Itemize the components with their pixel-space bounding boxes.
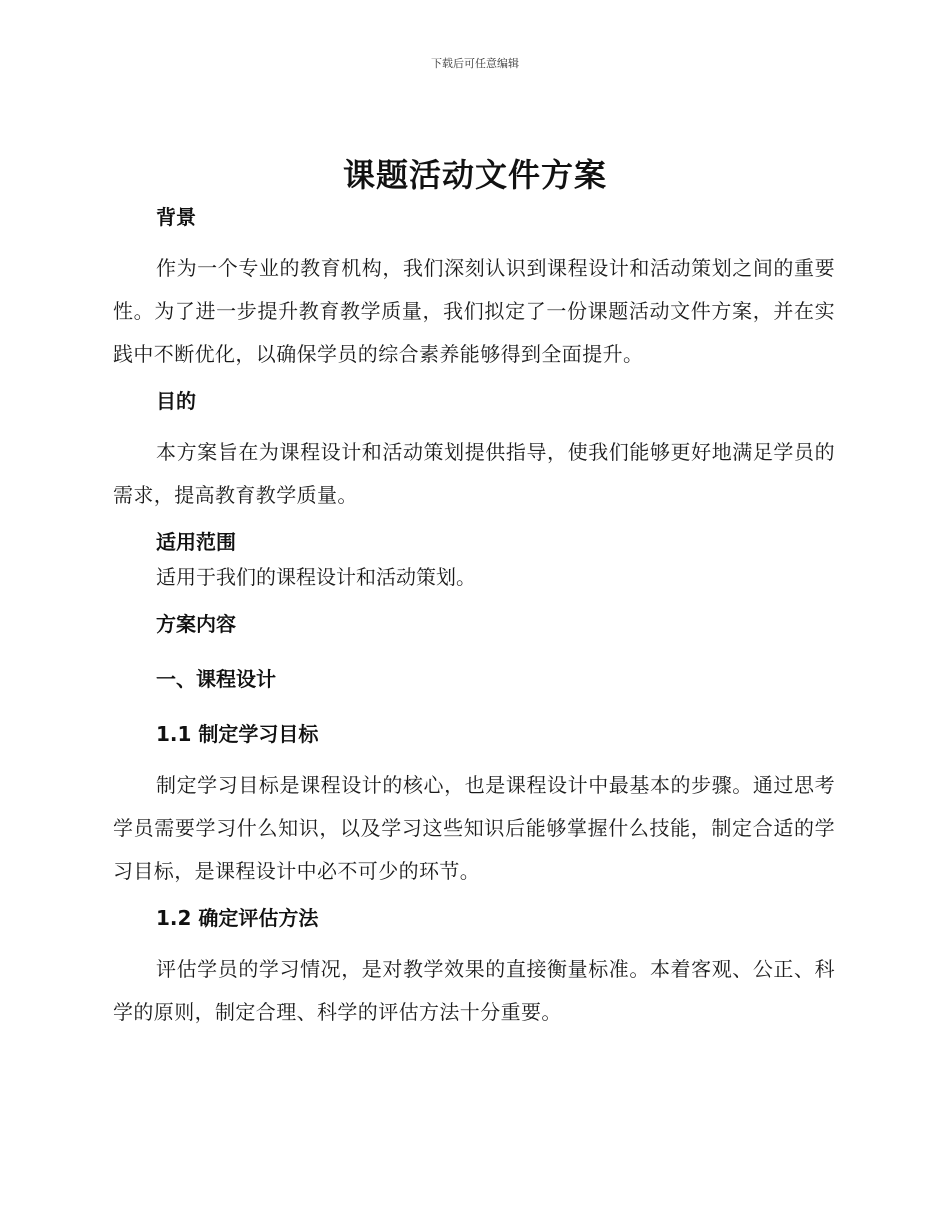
section-heading-content: 方案内容 (156, 612, 236, 636)
section-heading-purpose: 目的 (156, 389, 196, 413)
header-note: 下载后可任意编辑 (431, 57, 519, 70)
subsection-heading-1-2: 1.2 确定评估方法 (156, 906, 319, 930)
section-heading-background: 背景 (156, 205, 196, 229)
part-heading-course-design: 一、课程设计 (156, 667, 276, 691)
section-text-background: 作为一个专业的教育机构，我们深刻认识到课程设计和活动策划之间的重要性。为了进一步提升教育教学质量，我们拟定了一份课题活动文件方案，并在实践中不断优化，以确保学员的综合素养能够得到全面提升。 (113, 256, 835, 366)
subsection-heading-1-1: 1.1 制定学习目标 (156, 722, 319, 746)
section-heading-scope: 适用范围 (156, 530, 236, 554)
section-text-purpose: 本方案旨在为课程设计和活动策划提供指导，使我们能够更好地满足学员的需求，提高教育教学质量。 (113, 440, 835, 507)
section-text-scope: 适用于我们的课程设计和活动策划。 (156, 565, 476, 589)
subsection-text-1-2: 评估学员的学习情况，是对教学效果的直接衡量标准。本着客观、公正、科学的原则，制定合理、科学的评估方法十分重要。 (113, 957, 835, 1024)
document-body (113, 203, 835, 1034)
document-title: 课题活动文件方案 (342, 156, 607, 194)
subsection-text-1-1: 制定学习目标是课程设计的核心，也是课程设计中最基本的步骤。通过思考学员需要学习什么知识，以及学习这些知识后能够掌握什么技能，制定合适的学习目标，是课程设计中必不可少的环节。 (113, 773, 835, 883)
